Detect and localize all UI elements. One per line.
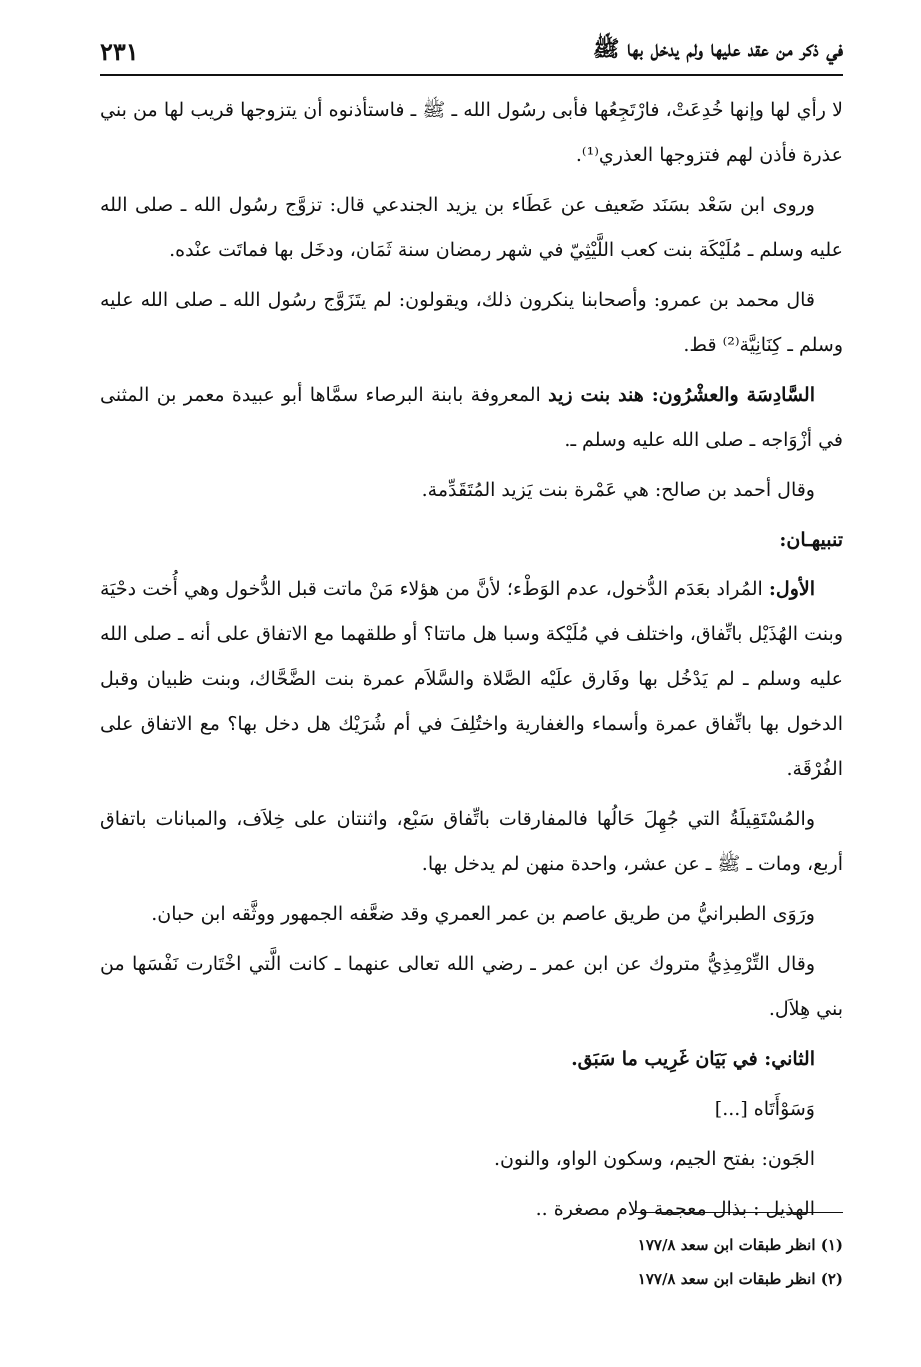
paragraph-2: وروى ابن سَعْد بسَنَد ضَعيف عن عَطَاء بن يزيد الجندعي قال: تزوَّج رسُول الله ـ صلى الله عليه وسلم ـ مُلَيْكَة بنت كعب اللَّيْثِيّ في شهر رمضان سنة ثَمَان، ودخَل بها فماتَت عنْده. <box>100 194 843 261</box>
paragraph-12: الجَون: بفتح الجيم، وسكون الواو، والنون. <box>493 1148 815 1170</box>
paragraph-4 <box>100 373 843 463</box>
paragraph-6-text: المُراد بعَدَم الدُّخول، عدم الوَطْء؛ لأنَّ من هؤلاء مَنْ ماتت قبل الدُّخول وهي أُخت دحْيَة وبنت الهُذَيْل باتِّفاق، واختلف في مُلَيْكة وسبا هل ماتتا؟ أو طلقهما مع الاتفاق على أنه ـ صلى الله عليه وسلم ـ لم يَدْخُل بها وفَارق علَيْه الصَّلاة والسَّلاَم عمرة بنت الضَّحَّاك، وبنت ظبيان وقبل الدخول بها باتِّفاق عمرة وأسماء والغفارية واختُلِفَ في أم شُرَيْك هل دخل بها؟ مع الاتفاق على الفُرْقَة. <box>100 578 843 780</box>
footnotes <box>100 1228 843 1296</box>
paragraph-4-text: المعروفة بابنة البرصاء سمَّاها أبو عبيدة معمر بن المثنى في أزْوَاجه ـ صلى الله عليه وسلم ـ. <box>100 384 843 451</box>
paragraph-9: وقال التِّرْمِذِيُّ متروك عن ابن عمر ـ رضي الله تعالى عنهما ـ كانت الَّتي اخْتَارت نَفْسَها من بني هِلاَل. <box>100 953 843 1020</box>
paragraph-11: وَسَوْأَتَاه [...] <box>714 1098 815 1120</box>
page-body <box>100 88 843 1237</box>
running-title: في ذكر من عقد عليها ولم يدخل بها ﷺ <box>592 36 843 62</box>
paragraph-6 <box>100 567 843 792</box>
footnote-2: (٢) انظر طبقات ابن سعد ١٧٧/٨ <box>637 1270 843 1288</box>
footnote-1: (١) انظر طبقات ابن سعد ١٧٧/٨ <box>637 1236 843 1254</box>
section-heading: تنبيهـان: <box>779 529 843 551</box>
paragraph-13: الهذيل : بذال معجمة ولام مصغرة .. <box>535 1198 815 1220</box>
paragraph-4-label: السَّادِسَة والعشْرُون: هند بنت زيد <box>548 384 815 406</box>
page-header <box>100 28 843 76</box>
paragraph-6-label: الأول: <box>768 578 815 600</box>
paragraph-5: وقال أحمد بن صالح: هي عَمْرة بنت يَزيد المُتَقَدِّمة. <box>421 479 815 501</box>
paragraph-8: ورَوَى الطبرانيُّ من طريق عاصم بن عمر العمري وقد ضعَّفه الجمهور ووثَّقه ابن حبان. <box>151 903 815 925</box>
paragraph-3: قال محمد بن عمرو: وأصحابنا ينكرون ذلك، ويقولون: لم يتَزَوَّج رسُول الله ـ صلى الله عليه وسلم ـ كِنَانِيَّة⁽²⁾ قط. <box>100 289 843 356</box>
page-number: ٢٣١ <box>100 36 139 66</box>
paragraph-1: لا رأي لها وإنها خُدِعَتْ، فارْتَجِعُها فأبى رسُول الله ـ ﷺ ـ فاستأذنوه أن يتزوجها قريب لها من بني عذرة فأذن لهم فتزوجها العذري⁽¹⁾. <box>100 99 843 166</box>
paragraph-7: والمُسْتَقِيلَةُ التي جُهِلَ حَالُها فالمفارقات باتِّفاق سَبْع، واثنتان على خِلاَف، والمبانات باتفاق أربع، ومات ـ ﷺ ـ عن عشر، واحدة منهن لم يدخل بها. <box>100 808 843 875</box>
paragraph-10: الثاني: في بَيَان غَرِيب ما سَبَق. <box>571 1048 815 1070</box>
footnote-divider <box>633 1212 843 1213</box>
